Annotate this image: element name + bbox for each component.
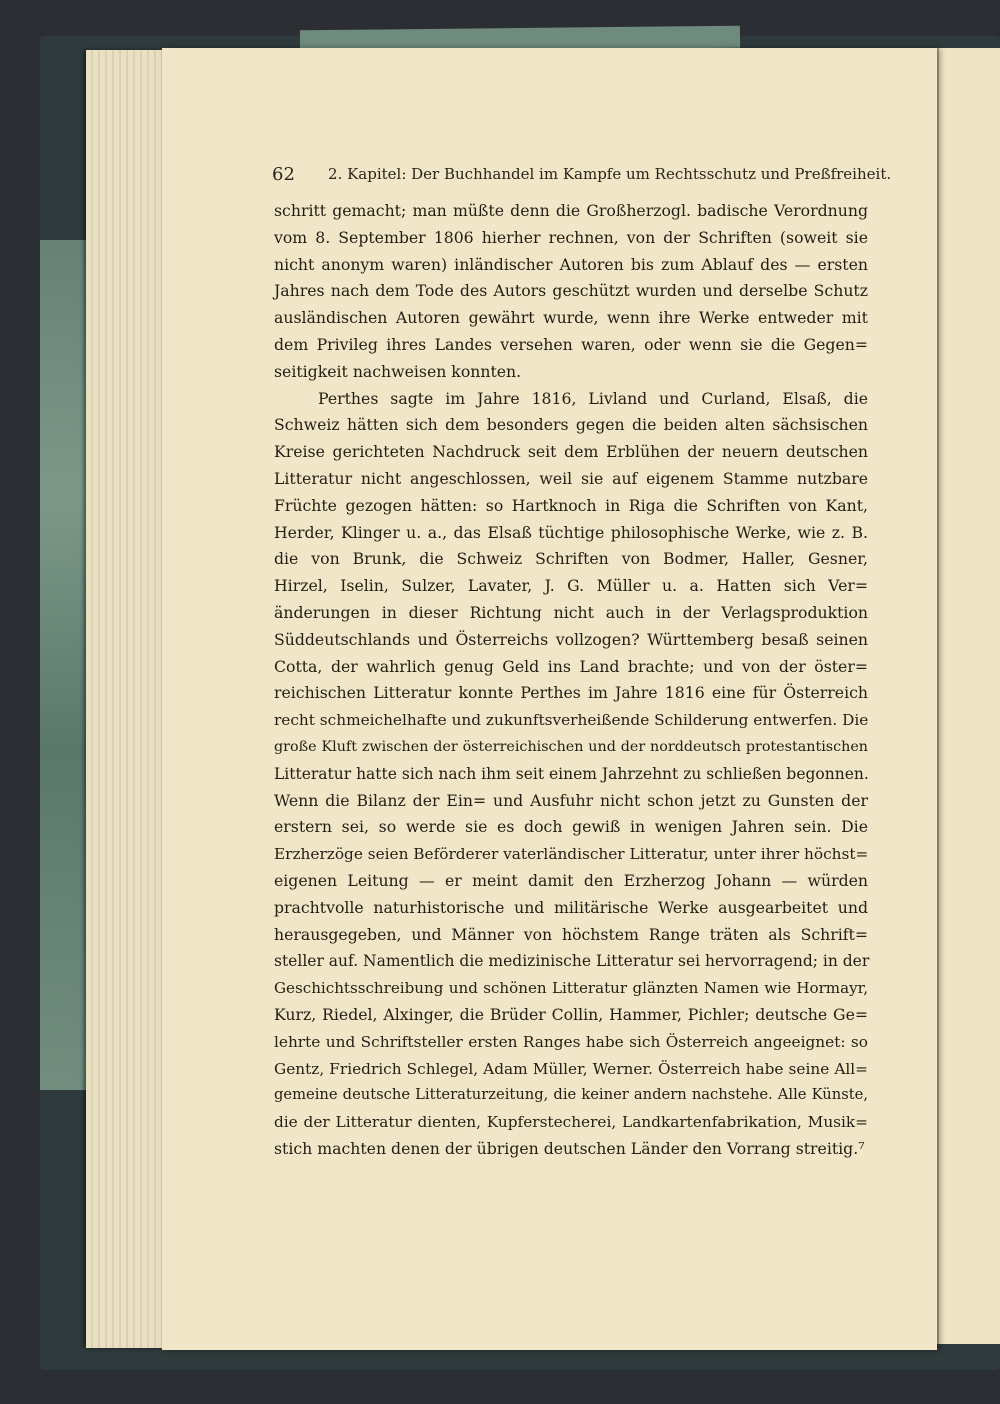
body-text bbox=[274, 198, 868, 1163]
text-line: dem Privileg ihres Landes versehen waren, oder wenn sie die Gegen= bbox=[274, 334, 868, 354]
text-line: Geschichtsschreibung und schönen Litteratur glänzten Namen wie Hormayr, bbox=[274, 979, 868, 998]
text-line: Kurz, Riedel, Alxinger, die Brüder Collin, Hammer, Pichler; deutsche Ge= bbox=[274, 1004, 868, 1024]
text-line: Gentz, Friedrich Schlegel, Adam Müller, Werner. Österreich habe seine All= bbox=[274, 1059, 868, 1078]
page-number: 62 bbox=[272, 164, 295, 185]
text-line: Litteratur hatte sich nach ihm seit einem Jahrzehnt zu schließen begonnen. bbox=[274, 764, 869, 783]
text-line: prachtvolle naturhistorische und militärische Werke ausgearbeitet und bbox=[274, 897, 868, 917]
text-line: Kreise gerichteten Nachdruck seit dem Erblühen der neuern deutschen bbox=[274, 442, 868, 462]
text-line: gemeine deutsche Litteraturzeitung, die keiner andern nachstehe. Alle Künste, bbox=[274, 1086, 868, 1104]
text-line: recht schmeichelhafte und zukunftsverheißende Schilderung entwerfen. Die bbox=[274, 711, 869, 730]
text-line: lehrte und Schriftsteller ersten Ranges habe sich Österreich angeeignet: so bbox=[274, 1032, 868, 1051]
text-line: vom 8. September 1806 hierher rechnen, von der Schriften (soweit sie bbox=[274, 227, 868, 247]
text-line: stich machten denen der übrigen deutschen Länder den Vorrang streitig.⁷ bbox=[274, 1138, 865, 1158]
page-header bbox=[272, 160, 892, 188]
text-line: steller auf. Namentlich die medizinische Litteratur sei hervorragend; in der bbox=[274, 952, 870, 971]
text-line: Hirzel, Iselin, Sulzer, Lavater, J. G. Müller u. a. Hatten sich Ver= bbox=[274, 576, 868, 596]
text-line: die der Litteratur dienten, Kupferstecherei, Landkartenfabrikation, Musik= bbox=[274, 1113, 868, 1132]
text-line: ausländischen Autoren gewährt wurde, wenn ihre Werke entweder mit bbox=[274, 308, 868, 328]
text-line: herausgegeben, und Männer von höchstem Range träten als Schrift= bbox=[274, 924, 868, 944]
running-head: 2. Kapitel: Der Buchhandel im Kampfe um Rechtsschutz und Preßfreiheit. bbox=[328, 165, 892, 183]
text-line: Jahres nach dem Tode des Autors geschützt wurden und derselbe Schutz bbox=[274, 281, 868, 301]
text-line: Schweiz hätten sich dem besonders gegen die beiden alten sächsischen bbox=[274, 415, 868, 435]
text-line: Herder, Klinger u. a., das Elsaß tüchtige philosophische Werke, wie z. B. bbox=[274, 522, 868, 542]
text-line: Litteratur nicht angeschlossen, weil sie auf eigenem Stamme nutzbare bbox=[274, 468, 868, 488]
text-line: die von Brunk, die Schweiz Schriften von Bodmer, Haller, Gesner, bbox=[274, 549, 868, 569]
text-line: schritt gemacht; man müßte denn die Großherzogl. badische Verordnung bbox=[274, 201, 868, 220]
text-line: Cotta, der wahrlich genug Geld ins Land brachte; und von der öster= bbox=[274, 656, 868, 676]
text-line: Erzherzöge seien Beförderer vaterländischer Litteratur, unter ihrer höchst= bbox=[274, 845, 869, 864]
text-line: erstern sei, so werde sie es doch gewiß in wenigen Jahren sein. Die bbox=[274, 817, 868, 837]
text-line: Früchte gezogen hätten: so Hartknoch in Riga die Schriften von Kant, bbox=[274, 495, 868, 515]
facing-page-edge bbox=[937, 48, 1000, 1344]
page-edges bbox=[86, 50, 164, 1348]
text-line: große Kluft zwischen der österreichischen und der norddeutsch protestantischen bbox=[274, 738, 868, 755]
cover-marbled-edge-left bbox=[40, 240, 88, 1090]
text-line: Süddeutschlands und Österreichs vollzogen? Württemberg besaß seinen bbox=[274, 629, 868, 649]
text-line: Wenn die Bilanz der Ein= und Ausfuhr nicht schon jetzt zu Gunsten der bbox=[274, 790, 868, 810]
text-line: seitigkeit nachweisen konnten. bbox=[274, 361, 522, 381]
text-line: Perthes sagte im Jahre 1816, Livland und Curland, Elsaß, die bbox=[318, 388, 868, 408]
text-line: reichischen Litteratur konnte Perthes im Jahre 1816 eine für Österreich bbox=[274, 683, 868, 703]
text-line: nicht anonym waren) inländischer Autoren bis zum Ablauf des — ersten bbox=[274, 254, 868, 274]
text-line: eigenen Leitung — er meint damit den Erzherzog Johann — würden bbox=[274, 870, 868, 890]
text-line: änderungen in dieser Richtung nicht auch in der Verlagsproduktion bbox=[274, 602, 868, 622]
